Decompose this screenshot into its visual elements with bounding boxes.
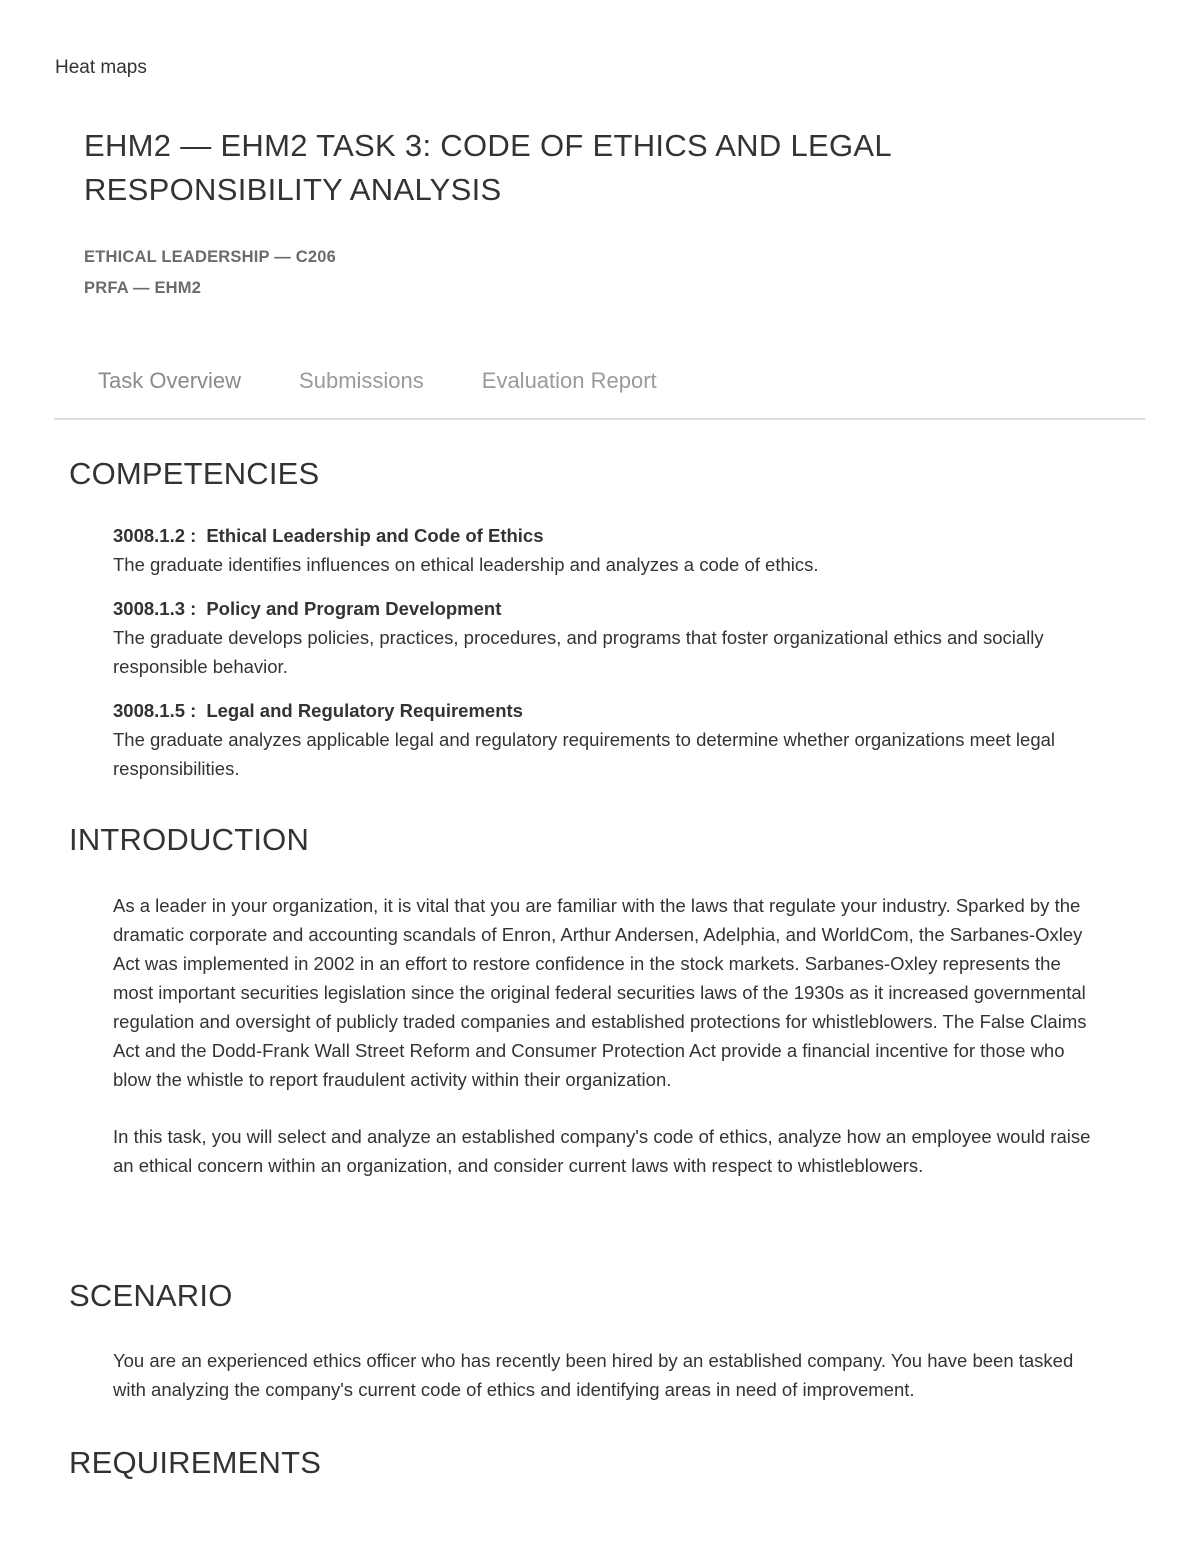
tab-task-overview[interactable]: Task Overview: [54, 360, 270, 410]
competency-item: [113, 594, 1093, 681]
competency-code: 3008.1.5 :: [113, 700, 197, 721]
introduction-paragraph: In this task, you will select and analyze an established company's code of ethics, analyze how an employee would raise an ethical concern within an organization, and consider current laws with respect to whistleblowers.: [113, 1126, 1091, 1176]
scenario-heading: SCENARIO: [69, 1278, 233, 1313]
tab-evaluation-report[interactable]: Evaluation Report: [481, 368, 657, 393]
competency-name: Policy and Program Development: [206, 598, 502, 619]
page-title: EHM2 — EHM2 TASK 3: CODE OF ETHICS AND LEGAL RESPONSIBILITY ANALYSIS: [84, 128, 891, 207]
top-label: Heat maps: [55, 57, 147, 78]
competency-name: Ethical Leadership and Code of Ethics: [206, 525, 544, 546]
program-name: PRFA — EHM2: [84, 279, 202, 297]
competency-description: The graduate identifies influences on ethical leadership and analyzes a code of ethics.: [113, 554, 819, 575]
competency-code: 3008.1.3 :: [113, 598, 197, 619]
competency-code: 3008.1.2 :: [113, 525, 197, 546]
tab-bar: [54, 360, 1145, 420]
requirements-heading: REQUIREMENTS: [69, 1445, 322, 1480]
competency-title: [113, 521, 1093, 550]
course-meta: [84, 242, 1124, 304]
competency-description: The graduate analyzes applicable legal and regulatory requirements to determine whether organizations meet legal responsibilities.: [113, 729, 1056, 779]
competency-title: [113, 594, 1093, 623]
competency-description: The graduate develops policies, practices, procedures, and programs that foster organizational ethics and socially responsible behavior.: [113, 627, 1044, 677]
page-header: [84, 124, 1124, 304]
competencies-heading: COMPETENCIES: [69, 456, 320, 491]
scenario-paragraph: You are an experienced ethics officer who has recently been hired by an established company. You have been tasked with analyzing the company's current code of ethics and identifying areas in need of improvement.: [113, 1350, 1074, 1400]
competency-item: [113, 521, 1093, 579]
tab-submissions[interactable]: Submissions: [299, 368, 424, 393]
introduction-paragraph: As a leader in your organization, it is vital that you are familiar with the laws that regulate your industry. Sparked by the dramatic corporate and accounting scandals of Enron, Arthur Andersen, Adelphia, and WorldCom, the Sarbanes-Oxley Act was implemented in 2002 in an effort to restore confidence in the stock markets. Sarbanes-Oxley represents the most important securities legislation since the original federal securities laws of the 1930s as it increased governmental regulation and oversight of publicly traded companies and established protections for whistleblowers. The False Claims Act and the Dodd-Frank Wall Street Reform and Consumer Protection Act provide a financial incentive for those who blow the whistle to report fraudulent activity within their organization.: [113, 895, 1087, 1090]
course-name: ETHICAL LEADERSHIP — C206: [84, 248, 336, 266]
introduction-heading: INTRODUCTION: [69, 822, 310, 857]
competencies-list: [113, 521, 1093, 798]
introduction-body: [113, 891, 1093, 1208]
competency-item: [113, 696, 1093, 783]
scenario-body: [113, 1346, 1093, 1432]
competency-title: [113, 696, 1093, 725]
competency-name: Legal and Regulatory Requirements: [206, 700, 523, 721]
